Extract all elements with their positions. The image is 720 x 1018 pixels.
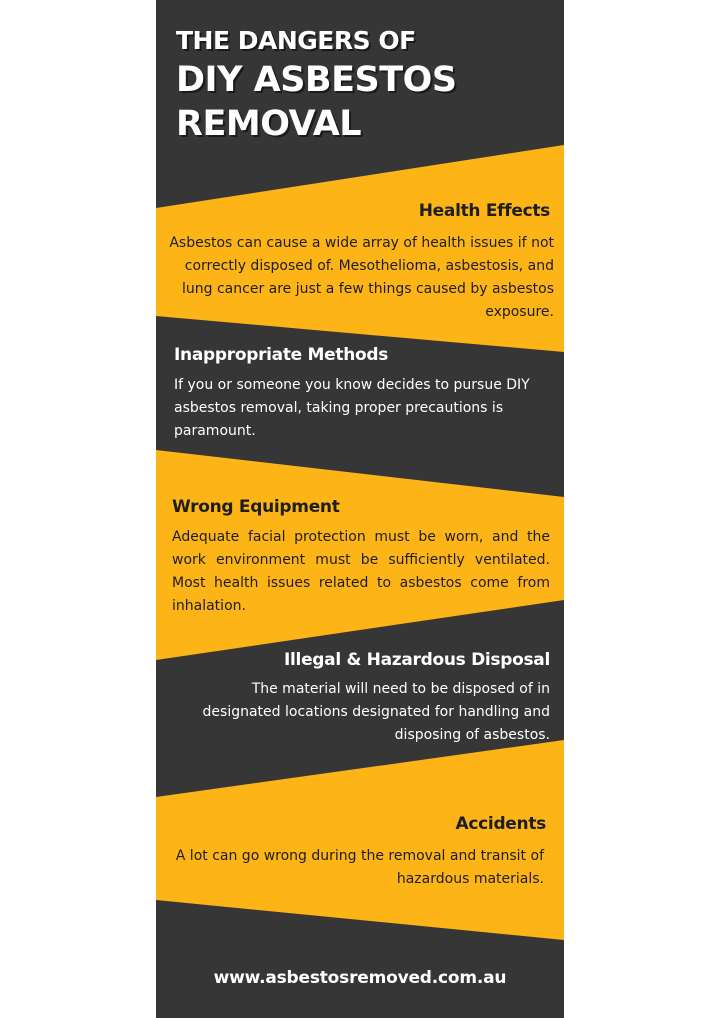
title-line-2: DIY ASBESTOS xyxy=(176,60,457,100)
section-body-inappropriate-methods: If you or someone you know decides to pursue DIY asbestos removal, taking proper precautions is paramount. xyxy=(174,377,530,439)
section-body-wrong-equipment: Adequate facial protection must be worn, and the work environment must be sufficiently ventilated. Most health issues related to asbestos come from inhalation. xyxy=(172,529,550,614)
section-heading-accidents: Accidents xyxy=(455,814,546,834)
section-body-illegal-disposal: The material will need to be disposed of in designated locations designated for handling and disposing of asbestos. xyxy=(202,681,550,743)
title-line-3: REMOVAL xyxy=(176,104,362,144)
section-heading-inappropriate-methods: Inappropriate Methods xyxy=(174,345,389,365)
section-heading-health-effects: Health Effects xyxy=(418,201,550,221)
section-body-health-effects: Asbestos can cause a wide array of health issues if not correctly disposed of. Mesothelioma, asbestosis, and lung cancer are just a few things caused by asbestos exposure. xyxy=(169,235,554,320)
infographic-poster xyxy=(156,0,564,1018)
section-heading-illegal-disposal: Illegal & Hazardous Disposal xyxy=(284,650,550,670)
footer-website-url: www.asbestosremoved.com.au xyxy=(213,968,507,988)
section-body-accidents: A lot can go wrong during the removal and transit of hazardous materials. xyxy=(175,848,544,887)
section-heading-wrong-equipment: Wrong Equipment xyxy=(172,497,340,517)
title-line-1: THE DANGERS OF xyxy=(176,26,416,55)
